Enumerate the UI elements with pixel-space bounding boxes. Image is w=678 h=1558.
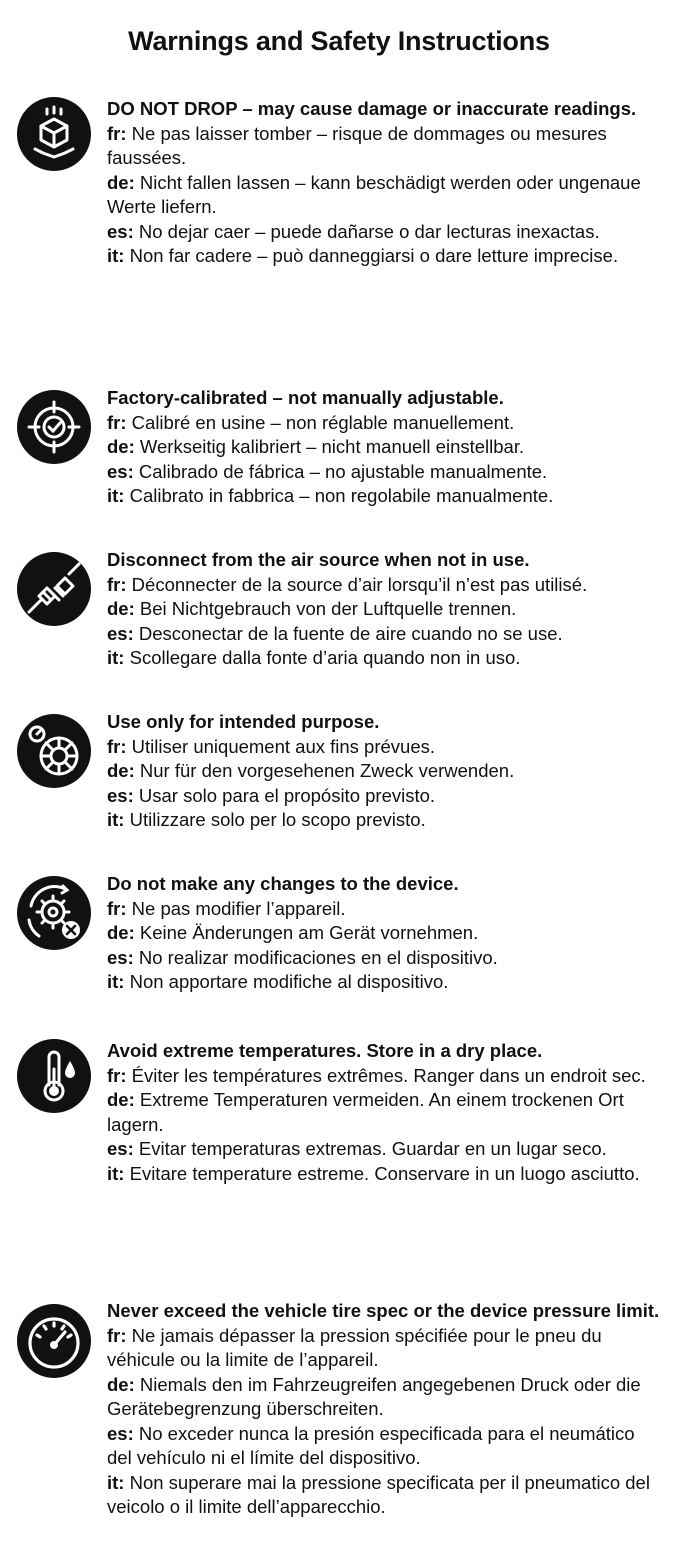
translation-line	[107, 171, 663, 220]
pressure-gauge-icon	[17, 1304, 91, 1378]
translation-line	[107, 921, 663, 946]
translation-text: No realizar modificaciones en el dispositivo.	[138, 946, 498, 968]
section-text	[107, 872, 663, 995]
translation-text: No exceder nunca la presión especificada para el neumático del vehículo ni el límite del dispositivo.	[107, 1422, 635, 1468]
section-text	[107, 548, 663, 671]
tire-gauge-icon	[17, 714, 91, 788]
translation-line	[107, 1373, 663, 1422]
language-code: it:	[107, 1471, 125, 1493]
translation-text: Ne pas laisser tomber – risque de dommages ou mesures faussées.	[107, 122, 607, 168]
language-code: de:	[107, 922, 135, 943]
section-heading: DO NOT DROP – may cause damage or inaccurate readings.	[107, 98, 637, 119]
language-code: fr:	[107, 1324, 127, 1346]
translation-line	[107, 460, 663, 485]
language-code: it:	[107, 485, 125, 506]
language-code: de:	[107, 760, 135, 781]
translation-text: Desconectar de la fuente de aire cuando no se use.	[138, 622, 563, 644]
translation-text: Nicht fallen lassen – kann beschädigt werden oder ungenaue Werte liefern.	[107, 171, 641, 217]
hose-connector-icon	[17, 552, 91, 626]
translation-text: No dejar caer – puede dañarse o dar lecturas inexactas.	[138, 220, 600, 242]
language-code: fr:	[107, 1064, 127, 1086]
translation-text: Non apportare modifiche al dispositivo.	[129, 971, 449, 992]
section-heading: Use only for intended purpose.	[107, 711, 380, 732]
translation-line	[107, 646, 663, 671]
section-heading: Factory-calibrated – not manually adjustable.	[107, 387, 504, 408]
language-code: fr:	[107, 897, 127, 919]
translation-line	[107, 897, 663, 922]
translation-text: Calibrado de fábrica – no ajustable manualmente.	[138, 460, 548, 482]
language-code: fr:	[107, 411, 127, 433]
translation-text: Evitare temperature estreme. Conservare in un luogo asciutto.	[129, 1162, 640, 1184]
translation-line	[107, 622, 663, 647]
section-text	[107, 386, 663, 509]
page-title: Warnings and Safety Instructions	[128, 26, 550, 56]
translation-text: Utilizzare solo per lo scopo previsto.	[129, 809, 426, 830]
gear-no-modify-icon	[17, 876, 91, 950]
translation-text: Ne jamais dépasser la pression spécifiée pour le pneu du véhicule ou la limite de l’appareil.	[107, 1324, 602, 1370]
translation-text: Calibrato in fabbrica – non regolabile manualmente.	[129, 485, 554, 506]
translation-text: Non superare mai la pressione specificata per il pneumatico del veicolo o il limite dell’apparecchio.	[107, 1471, 650, 1517]
section-text	[107, 1039, 663, 1186]
calibration-target-icon	[17, 390, 91, 464]
language-code: fr:	[107, 573, 127, 595]
language-code: de:	[107, 436, 135, 457]
language-code: es:	[107, 1422, 134, 1444]
translation-text: Scollegare dalla fonte d’aria quando non in uso.	[129, 647, 521, 668]
translation-line	[107, 244, 663, 269]
section-text	[107, 710, 663, 833]
language-code: it:	[107, 1162, 125, 1184]
section-heading: Avoid extreme temperatures. Store in a dry place.	[107, 1040, 543, 1061]
translation-line	[107, 784, 663, 809]
language-code: it:	[107, 809, 125, 830]
translation-line	[107, 808, 663, 833]
translation-line	[107, 122, 663, 171]
translation-text: Evitar temperaturas extremas. Guardar en un lugar seco.	[138, 1138, 607, 1159]
box-drop-icon	[17, 97, 91, 171]
translation-line	[107, 1324, 663, 1373]
section-heading: Disconnect from the air source when not in use.	[107, 549, 530, 570]
language-code: de:	[107, 1089, 135, 1110]
language-code: de:	[107, 171, 135, 193]
translation-line	[107, 484, 663, 509]
translation-line	[107, 735, 663, 760]
translation-text: Utiliser uniquement aux fins prévues.	[131, 735, 436, 757]
language-code: fr:	[107, 122, 127, 144]
language-code: fr:	[107, 735, 127, 757]
language-code: es:	[107, 1138, 134, 1159]
translation-text: Werkseitig kalibriert – nicht manuell einstellbar.	[139, 436, 525, 457]
translation-line	[107, 597, 663, 622]
language-code: es:	[107, 622, 134, 644]
translation-line	[107, 1471, 663, 1520]
translation-text: Calibré en usine – non réglable manuellement.	[131, 411, 515, 433]
translation-line	[107, 220, 663, 245]
translation-text: Éviter les températures extrêmes. Ranger dans un endroit sec.	[131, 1064, 646, 1086]
translation-text: Déconnecter de la source d’air lorsqu’il n’est pas utilisé.	[131, 573, 588, 595]
translation-line	[107, 435, 663, 460]
language-code: de:	[107, 1373, 135, 1395]
translation-line	[107, 1162, 663, 1187]
language-code: it:	[107, 647, 125, 668]
translation-text: Non far cadere – può danneggiarsi o dare letture imprecise.	[129, 245, 619, 266]
language-code: it:	[107, 971, 125, 992]
language-code: es:	[107, 946, 134, 968]
translation-line	[107, 1137, 663, 1162]
section-text	[107, 97, 663, 269]
section-heading: Do not make any changes to the device.	[107, 873, 459, 894]
translation-text: Nur für den vorgesehenen Zweck verwenden.	[139, 760, 515, 781]
language-code: de:	[107, 598, 135, 619]
thermometer-drop-icon	[17, 1039, 91, 1113]
translation-line	[107, 573, 663, 598]
translation-line	[107, 1088, 663, 1137]
language-code: es:	[107, 784, 134, 806]
translation-line	[107, 1064, 663, 1089]
translation-line	[107, 1422, 663, 1471]
translation-line	[107, 946, 663, 971]
translation-line	[107, 759, 663, 784]
language-code: es:	[107, 460, 134, 482]
language-code: it:	[107, 245, 125, 266]
translation-text: Ne pas modifier l’appareil.	[131, 897, 346, 919]
language-code: es:	[107, 220, 134, 242]
translation-text: Usar solo para el propósito previsto.	[138, 784, 436, 806]
translation-text: Keine Änderungen am Gerät vornehmen.	[139, 922, 479, 943]
section-heading: Never exceed the vehicle tire spec or the device pressure limit.	[107, 1300, 660, 1321]
section-text	[107, 1299, 663, 1520]
translation-text: Extreme Temperaturen vermeiden. An einem trockenen Ort lagern.	[107, 1089, 624, 1135]
translation-text: Niemals den im Fahrzeugreifen angegebenen Druck oder die Gerätebegrenzung überschreiten.	[107, 1373, 641, 1419]
translation-text: Bei Nichtgebrauch von der Luftquelle trennen.	[139, 598, 517, 619]
translation-line	[107, 411, 663, 436]
translation-line	[107, 970, 663, 995]
